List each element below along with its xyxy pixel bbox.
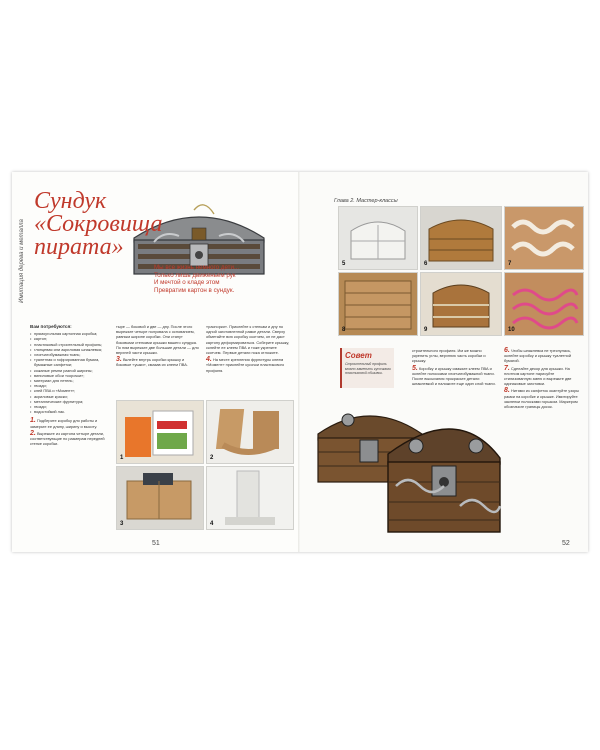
text-column-2: тыре — боковой и две — дну. После этого вырежьте четыре полуовала с основанием, равным ширине коробки. Они станут боковыми стенками крышки вашего сундука. По ним вырежьте две большие детали — для верхней части крышки. 3. Вклейте внутрь коробки крышку и боковые «ушки», смазав их клеем ПВА. — [116, 324, 199, 368]
photo-4: 4 — [206, 466, 294, 530]
step-6: 6. Чтобы шпаклевка не треснулась, оклейте коробку и крышку туалетной бумагой. — [504, 347, 572, 364]
side-label: Имитация дерева и металла — [19, 219, 25, 303]
materials-column: Вам потребуются: • прямоугольная картонная коробка; • картон; • пластиковый строительный профиль; • глянцевая или акриловая шпаклевка; • хлопчатобумажная ткань; • туалетная и гофрированная бумага, бумажные салфетки; • кожаные ремни разной ширины; • виниловые обои «корочки»; • материал для петель; • гвозди; • клей ПВА и «Момент»; • акриловые краски; • металлические фурнитура; • гвозди; • водостойкий лак. 1. Подберите коробку для работы и замерьте ее длину, ширину и высоту. 2. Вырежьте из картона четыре детали, соответствующие по размерам передней стенке коробки. — [30, 324, 110, 448]
right-page — [300, 172, 588, 552]
photo-1: 1 — [116, 400, 204, 464]
intro-poem: Мы все жизнь немного дети... Только лишь движеньем рук И мечтой о кладе этом Превратим картон в сундук. — [154, 264, 240, 294]
step-1: 1. Подберите коробку для работы и замерьте ее длину, ширину и высоту. — [30, 417, 98, 429]
photo-8: 8 — [338, 272, 418, 336]
article-title — [34, 190, 204, 259]
magazine-spread — [12, 172, 588, 552]
step-2: 2. Вырежьте из картона четыре детали, соответствующие по размерам передней стенке коробки. — [30, 429, 105, 447]
page-number-left: 51 — [152, 540, 160, 547]
step-7: 7. Сделайте декор для крышки. На плотном картоне нарисуйте стилизованную змею и вырежьте две одинаковые заготовки. — [504, 364, 572, 387]
materials-heading: Вам потребуются: — [30, 324, 72, 329]
title-line-2: «Сокровища — [34, 211, 163, 237]
right-text-column-1: строительного профиля. Им же можно укрепить углы, верхнюю часть коробки и крышку. 5. Коробку и крышку смажьте клеем ПВА и оклейте полосками хлопчатобумажной ткани. После высыхания прокрасьте детали шпаклевкой и наложите еще один слой ткани. — [412, 348, 496, 387]
tip-title: Совет — [345, 351, 372, 360]
photo-9: 9 — [420, 272, 502, 336]
photo-6: 6 — [420, 206, 502, 270]
title-line-3: пирата» — [34, 234, 124, 260]
tip-text: Строительный профиль можно заменить кусочками пластиковой обшивки. — [345, 362, 391, 376]
photo-5: 5 — [338, 206, 418, 270]
photo-10: 10 — [504, 272, 584, 336]
photo-2: 2 — [206, 400, 294, 464]
step-3: 3. Вклейте внутрь коробки крышку и боковые «ушки», смазав их клеем ПВА. — [116, 356, 188, 368]
photo-7: 7 — [504, 206, 584, 270]
photo-3: 3 — [116, 466, 204, 530]
right-text-column-2 — [504, 348, 582, 411]
tip-box — [340, 348, 394, 388]
chapter-header: Глава 2. Мастер-классы — [334, 198, 398, 204]
chest-photo-finished — [310, 394, 506, 544]
step-5: 5. Коробку и крышку смажьте клеем ПВА и оклейте полосками хлопчатобумажной ткани. После высыхания прокрасьте детали шпаклевкой и наложите еще один слой ткани. — [412, 364, 496, 387]
step-8: 8. Нитями из салфеток окантуйте узоры рамки на коробке и крышке. Имитируйте заклепки полосками горшком. Маркером обозначьте границы досок. — [504, 387, 580, 410]
title-line-1: Сундук — [34, 188, 107, 214]
text-column-3: «распорки». Приклейте к стенкам и дну по одной заготовленной рамке детали. Сверху обметайте всю коробку скотчем, он не даст картону деформироваться. Соберите крышку, склейте ее клеем ПВА и тоже укрепите скотчем. Первые детали пока отложите. 4. На месте крепления фурнитуры клеем «Момент» приклейте кусочки пластикового профиля. — [206, 324, 292, 375]
step-4: 4. На месте крепления фурнитуры клеем «Момент» приклейте кусочки пластикового профиля. — [206, 356, 285, 373]
left-page — [12, 172, 300, 552]
page-number-right: 52 — [562, 540, 570, 547]
